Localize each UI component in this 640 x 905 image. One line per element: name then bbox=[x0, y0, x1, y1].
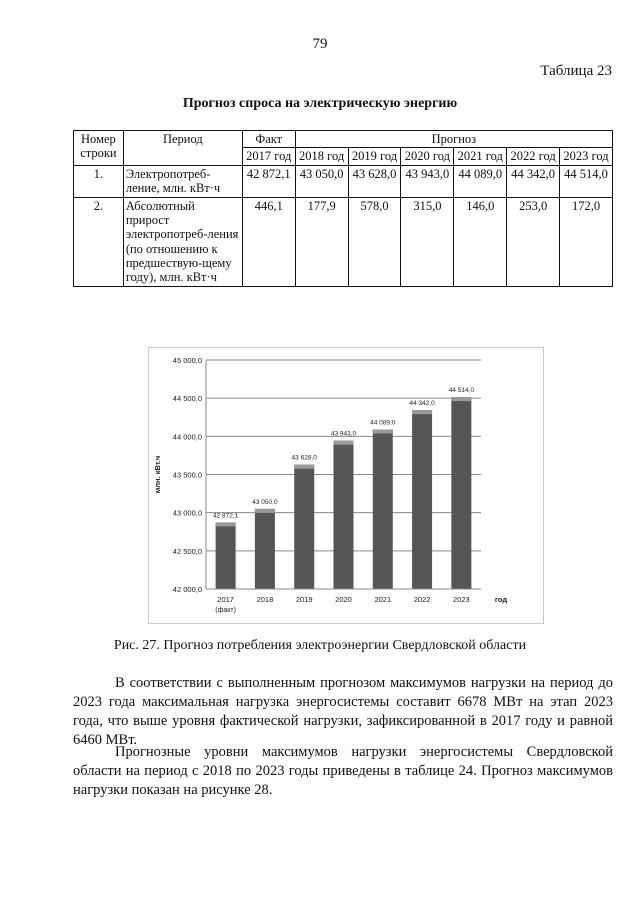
bar bbox=[334, 441, 354, 589]
row-number: 1. bbox=[74, 165, 124, 197]
data-label: 44 514,0 bbox=[448, 387, 475, 395]
bar bbox=[451, 397, 471, 589]
y-tick-label: 44 000,0 bbox=[172, 432, 202, 442]
header-year: 2017 год bbox=[242, 148, 295, 165]
data-label: 43 050,0 bbox=[252, 498, 278, 506]
bar-top bbox=[216, 522, 236, 526]
cell-value: 177,9 bbox=[295, 197, 348, 286]
paragraph: В соответствии с выполненным прогнозом максимумов нагрузки на период до 2023 года максимальная нагрузка энергосистемы составит 6678 МВт на этап 2023 года, что выше уровня фактической нагрузки, зафиксированной в 2017 году и равной 6460 МВт. bbox=[73, 675, 613, 748]
header-year: 2020 год bbox=[401, 148, 454, 165]
data-label: 44 342,0 bbox=[409, 400, 435, 408]
y-tick-label: 43 500,0 bbox=[172, 470, 202, 480]
y-tick-label: 43 000,0 bbox=[172, 508, 202, 518]
cell-value: 43 943,0 bbox=[401, 165, 454, 197]
bar-top bbox=[412, 410, 432, 414]
row-number: 2. bbox=[74, 197, 124, 286]
bar-top bbox=[334, 441, 354, 445]
table-row bbox=[74, 165, 613, 197]
paragraph: Прогнозные уровни максимумов нагрузки энергосистемы Свердловской области на период с 2018 по 2023 годы приведены в таблице 24. Прогноз максимумов нагрузки показан на рисунке 28. bbox=[73, 744, 613, 798]
header-period: Период bbox=[123, 131, 242, 166]
data-label: 44 089,0 bbox=[370, 419, 396, 427]
cell-value: 578,0 bbox=[348, 197, 401, 286]
row-label: Электропотреб-ление, млн. кВт·ч bbox=[123, 165, 242, 197]
x-tick-label: 2017 bbox=[217, 595, 234, 604]
data-label: 43 628,0 bbox=[291, 454, 317, 462]
bar bbox=[216, 522, 236, 589]
header-year: 2018 год bbox=[295, 148, 348, 165]
cell-value: 42 872,1 bbox=[242, 165, 295, 197]
bar bbox=[412, 410, 432, 589]
table-header-row bbox=[74, 131, 613, 148]
bar bbox=[294, 465, 314, 589]
forecast-table bbox=[73, 130, 613, 287]
cell-value: 44 514,0 bbox=[560, 165, 613, 197]
y-tick-label: 45 000,0 bbox=[172, 356, 202, 365]
y-tick-label: 42 000,0 bbox=[172, 585, 202, 594]
cell-value: 44 089,0 bbox=[454, 165, 507, 197]
x-tick-label: 2023 bbox=[453, 595, 470, 604]
cell-value: 172,0 bbox=[560, 197, 613, 286]
header-year: 2019 год bbox=[348, 148, 401, 165]
x-axis-label: год bbox=[494, 595, 508, 604]
x-tick-sublabel: (факт) bbox=[215, 607, 236, 614]
x-tick-label: 2019 bbox=[295, 595, 313, 604]
table-title: Прогноз спроса на электрическую энергию bbox=[182, 96, 458, 111]
header-row-num: Номер строки bbox=[74, 131, 124, 166]
row-label: Абсолютный прирост электропотреб-ления (по отношению к предшествую-щему году), млн. кВт·ч bbox=[123, 197, 242, 286]
y-tick-label: 42 500,0 bbox=[172, 546, 202, 556]
table-row bbox=[74, 197, 613, 286]
bar-top bbox=[255, 509, 275, 513]
x-tick-label: 2022 bbox=[413, 595, 431, 604]
consumption-chart bbox=[148, 347, 544, 624]
x-tick-label: 2021 bbox=[374, 595, 392, 604]
y-tick-label: 44 500,0 bbox=[172, 394, 202, 404]
x-tick-label: 2018 bbox=[256, 595, 274, 604]
bar-top bbox=[373, 430, 393, 434]
bar bbox=[373, 430, 393, 589]
cell-value: 446,1 bbox=[242, 197, 295, 286]
bar-top bbox=[294, 465, 314, 469]
y-axis-label: млн. кВт.ч bbox=[153, 455, 162, 494]
cell-value: 146,0 bbox=[454, 197, 507, 286]
data-label: 43 943,0 bbox=[330, 430, 357, 438]
cell-value: 315,0 bbox=[401, 197, 454, 286]
cell-value: 43 628,0 bbox=[348, 165, 401, 197]
chart-canvas bbox=[149, 348, 543, 623]
header-fact: Факт bbox=[242, 131, 295, 148]
header-year: 2022 год bbox=[507, 148, 560, 165]
bar-top bbox=[451, 397, 471, 401]
page-number: 79 bbox=[312, 36, 328, 52]
data-label: 42 872,1 bbox=[212, 512, 239, 520]
cell-value: 44 342,0 bbox=[507, 165, 560, 197]
cell-value: 253,0 bbox=[507, 197, 560, 286]
header-forecast: Прогноз bbox=[295, 131, 612, 148]
table-label: Таблица 23 bbox=[540, 63, 612, 79]
figure-caption: Рис. 27. Прогноз потребления электроэнергии Свердловской области bbox=[113, 638, 527, 653]
x-tick-label: 2020 bbox=[335, 595, 352, 604]
cell-value: 43 050,0 bbox=[295, 165, 348, 197]
header-year: 2021 год bbox=[454, 148, 507, 165]
bar bbox=[255, 509, 275, 589]
header-year: 2023 год bbox=[560, 148, 613, 165]
